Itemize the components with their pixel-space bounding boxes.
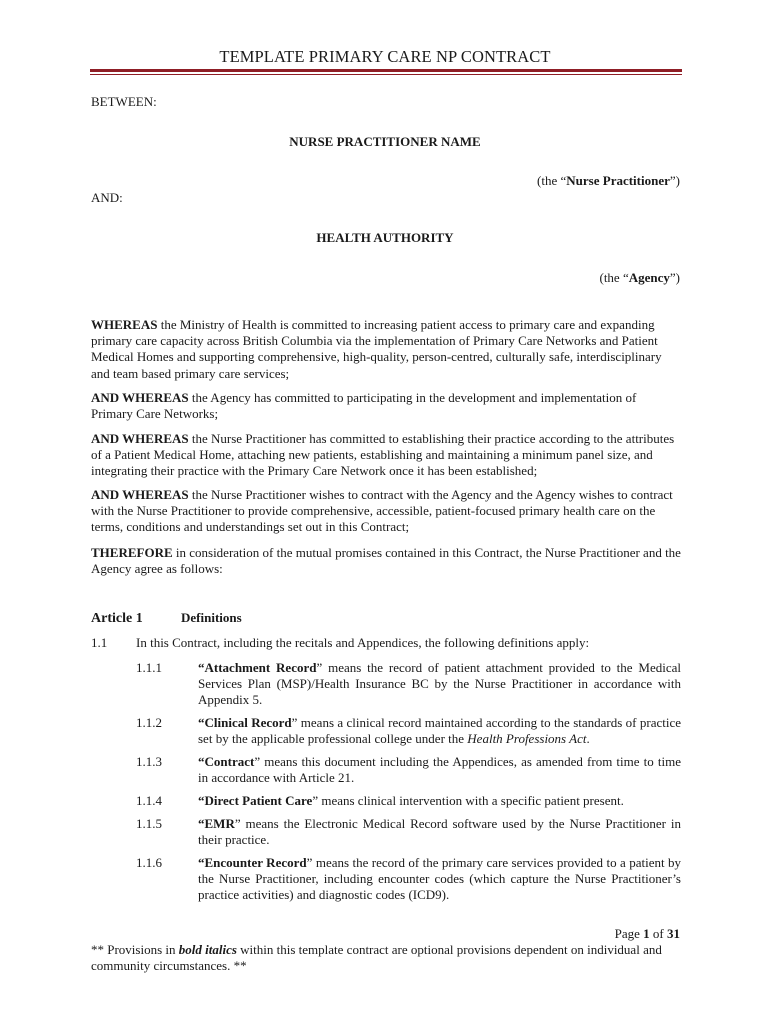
party1-alias: (the “Nurse Practitioner”) — [537, 173, 680, 188]
definition-text: “EMR” means the Electronic Medical Record software used by the Nurse Practitioner in their practice. — [198, 815, 681, 847]
definition-item — [136, 816, 681, 848]
definition-item — [136, 715, 681, 747]
definitions-list — [136, 660, 681, 910]
recital-4: AND WHEREAS the Nurse Practitioner wishes to contract with the Agency and the Agency wishes to contract with the Nurse Practitioner to provide comprehensive, accessible, patient-focused primary health care on the terms, conditions and understandings set out in this Contract; — [91, 487, 673, 535]
and-label: AND: — [91, 190, 123, 205]
page-number: Page 1 of 31 — [614, 926, 680, 941]
section-1-1 — [91, 635, 681, 651]
definition-number: 1.1.2 — [136, 715, 162, 731]
party2-alias: (the “Agency”) — [599, 270, 680, 285]
document-title: TEMPLATE PRIMARY CARE NP CONTRACT — [219, 47, 551, 66]
definition-item — [136, 793, 681, 809]
definition-item — [136, 855, 681, 904]
article-number: Article 1 — [91, 611, 143, 626]
article-title: Definitions — [181, 610, 242, 625]
definition-text: “Encounter Record” means the record of the primary care services provided to a patient by the Nurse Practitioner, including encounter codes (which capture the Nurse Practitioner’s practice activities) and diagnostic codes (ICD9). — [198, 854, 681, 902]
article-heading — [91, 610, 242, 627]
definition-text: “Clinical Record” means a clinical record maintained according to the standards of practice set by the applicable professional college under the Health Professions Act. — [198, 715, 682, 747]
definition-item — [136, 660, 681, 709]
definition-number: 1.1.4 — [136, 792, 162, 808]
definition-number: 1.1.5 — [136, 815, 162, 831]
party1-name: NURSE PRACTITIONER NAME — [289, 134, 481, 149]
definition-number: 1.1.1 — [136, 660, 162, 675]
header-rule-thick — [90, 69, 682, 72]
section-number: 1.1 — [91, 635, 108, 650]
recital-3: AND WHEREAS the Nurse Practitioner has committed to establishing their practice according to the attributes of a Patient Medical Home, attaching new patients, establishing and maintaining a minimum panel size, and integrating their practice with the Primary Care Network once it has been established; — [91, 431, 675, 479]
footnote: ** Provisions in bold italics within this template contract are optional provisions dependent on individual and community circumstances. ** — [91, 942, 662, 974]
header-rule-thin — [90, 74, 682, 75]
definition-number: 1.1.3 — [136, 754, 162, 770]
definition-item — [136, 754, 681, 786]
recital-1: WHEREAS the Ministry of Health is committed to increasing patient access to primary care and expanding primary care capacity across British Columbia via the implementation of Primary Care Networks and Patient Medical Homes and supporting comprehensive, high-quality, person-centred, culturally safe, interdisciplinary and team based primary care services; — [91, 317, 662, 381]
party2-name: HEALTH AUTHORITY — [316, 230, 454, 245]
definition-text: “Contract” means this document including the Appendices, as amended from time to time in accordance with Article 21. — [198, 754, 681, 786]
section-text: In this Contract, including the recitals and Appendices, the following definitions apply: — [136, 635, 590, 650]
recital-therefore: THEREFORE in consideration of the mutual promises contained in this Contract, the Nurse Practitioner and the Agency agree as follows: — [91, 545, 681, 577]
definition-text: “Direct Patient Care” means clinical intervention with a specific patient present. — [198, 792, 624, 808]
definition-text: “Attachment Record” means the record of patient attachment provided to the Medical Services Plan (MSP)/Health Insurance BC by the Nurse Practitioner in accordance with Appendix 5. — [198, 660, 681, 708]
recital-2: AND WHEREAS the Agency has committed to participating in the development and implementation of Primary Care Networks; — [91, 390, 637, 422]
between-label: BETWEEN: — [91, 94, 157, 109]
definition-number: 1.1.6 — [136, 854, 162, 870]
